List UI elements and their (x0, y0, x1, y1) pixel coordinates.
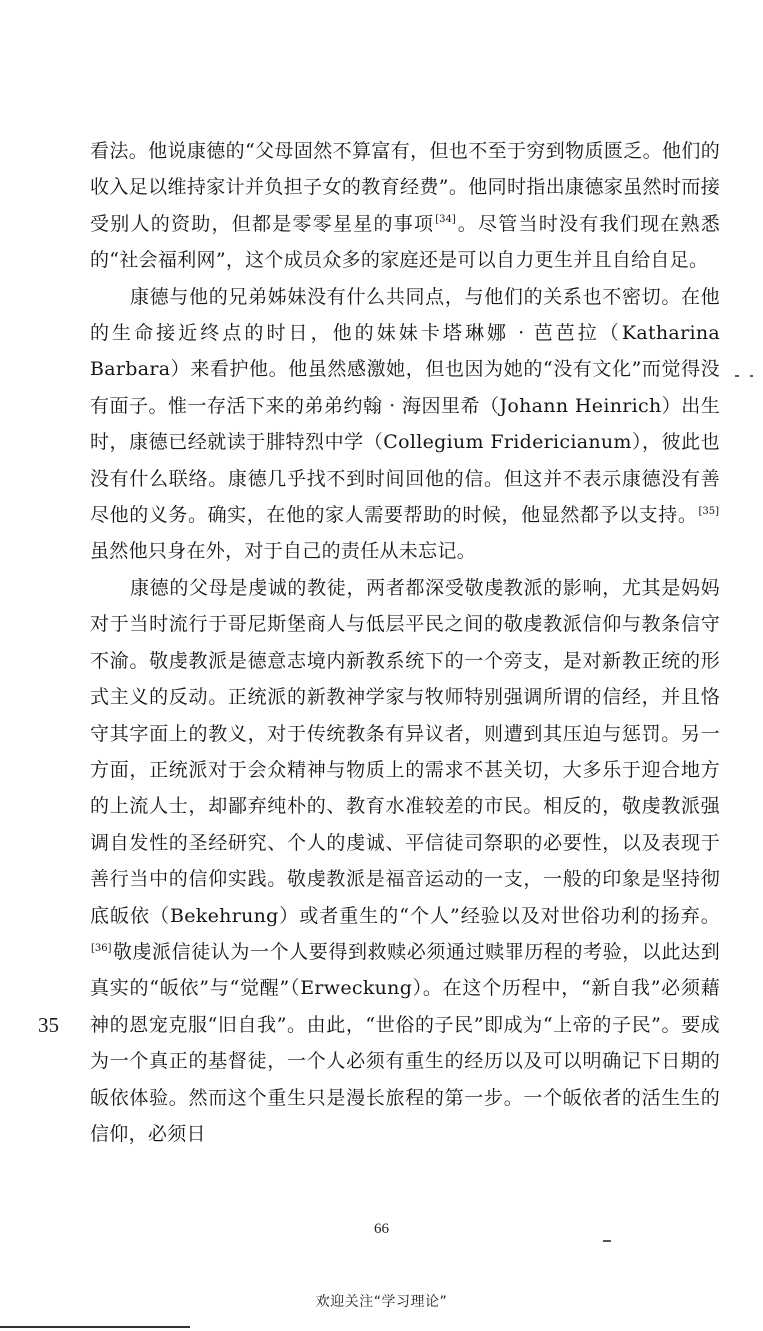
body-text (90, 133, 720, 1152)
scan-speck (603, 1240, 611, 1242)
paragraph-1-text-b: 。尽管当时没有我们现在熟悉的“社会福利网”，这个成员众多的家庭还是可以自力更生并且自给自足。 (90, 212, 720, 272)
scan-edge-line (0, 1326, 190, 1328)
footnote-marker-34: [34] (435, 214, 456, 226)
footer-note: 欢迎关注“学习理论” (315, 1294, 448, 1310)
paragraph-2-text-b: 虽然他只身在外，对于自己的责任从未忘记。 (90, 540, 477, 563)
paragraph-2 (90, 279, 720, 570)
paragraph-1 (90, 133, 720, 279)
footnote-marker-35: [35] (698, 505, 719, 517)
paragraph-3-text-a: 康德的父母是虔诚的教徒，两者都深受敬虔教派的影响，尤其是妈妈对于当时流行于哥尼斯堡商人与低层平民之间的敬虔教派信仰与教条信守不渝。敬虔教派是德意志境内新教系统下的一个旁支，是对新教正统的形式主义的反动。正统派的新教神学家与牧师特别强调所谓的信经，并且恪守其字面上的教义，对于传统教条有异议者，则遭到其压迫与惩罚。另一方面，正统派对于会众精神与物质上的需求不甚关切，大多乐于迎合地方的上流人士，却鄙弃纯朴的、教育水准较差的市民。相反的，敬虔教派强调自发性的圣经研究、个人的虔诚、平信徒司祭职的必要性，以及表现于善行当中的信仰实践。敬虔教派是福音运动的一支，一般的印象是坚持彻底皈依（Bekehrung）或者重生的“个人”经验以及对世俗功利的扬弃。 (90, 576, 720, 927)
page-number: 66 (374, 1221, 389, 1237)
paragraph-2-text-a: 康德与他的兄弟姊妹没有什么共同点，与他们的关系也不密切。在他的生命接近终点的时日，他的妹妹卡塔琳娜 · 芭芭拉（Katharina Barbara）来看护他。他虽然感激她，但也因为她的“没有文化”而觉得没有面子。惟一存活下来的弟弟约翰 · 海因里希（Johann Heinrich）出生时，康德已经就读于腓特烈中学（Collegium Fridericianum），彼此也没有什么联络。康德几乎找不到时间回他的信。但这并不表示康德没有善尽他的义务。确实，在他的家人需要帮助的时候，他显然都予以支持。 (90, 285, 720, 527)
margin-line-number: 35 (38, 1013, 59, 1037)
paragraph-1-text-a: 看法。他说康德的“父母固然不算富有，但也不至于穷到物质匮乏。他们的收入足以维持家计并负担子女的教育经费”。他同时指出康德家虽然时而接受别人的资助，但都是零零星星的事项 (90, 140, 720, 235)
scan-speck (750, 375, 753, 377)
paragraph-3 (90, 570, 720, 1153)
footnote-marker-36: [36] (91, 942, 112, 954)
paragraph-3-text-b: 敬虔派信徒认为一个人要得到救赎必须通过赎罪历程的考验，以此达到真实的“皈依”与“觉醒”（Erweckung）。在这个历程中，“新自我”必须藉神的恩宠克服“旧自我”。由此，“世俗的子民”即成为“上帝的子民”。要成为一个真正的基督徒，一个人必须有重生的经历以及可以明确记下日期的皈依体验。然而这个重生只是漫长旅程的第一步。一个皈依者的活生生的信仰，必须日 (90, 940, 720, 1145)
scan-speck (735, 375, 739, 377)
